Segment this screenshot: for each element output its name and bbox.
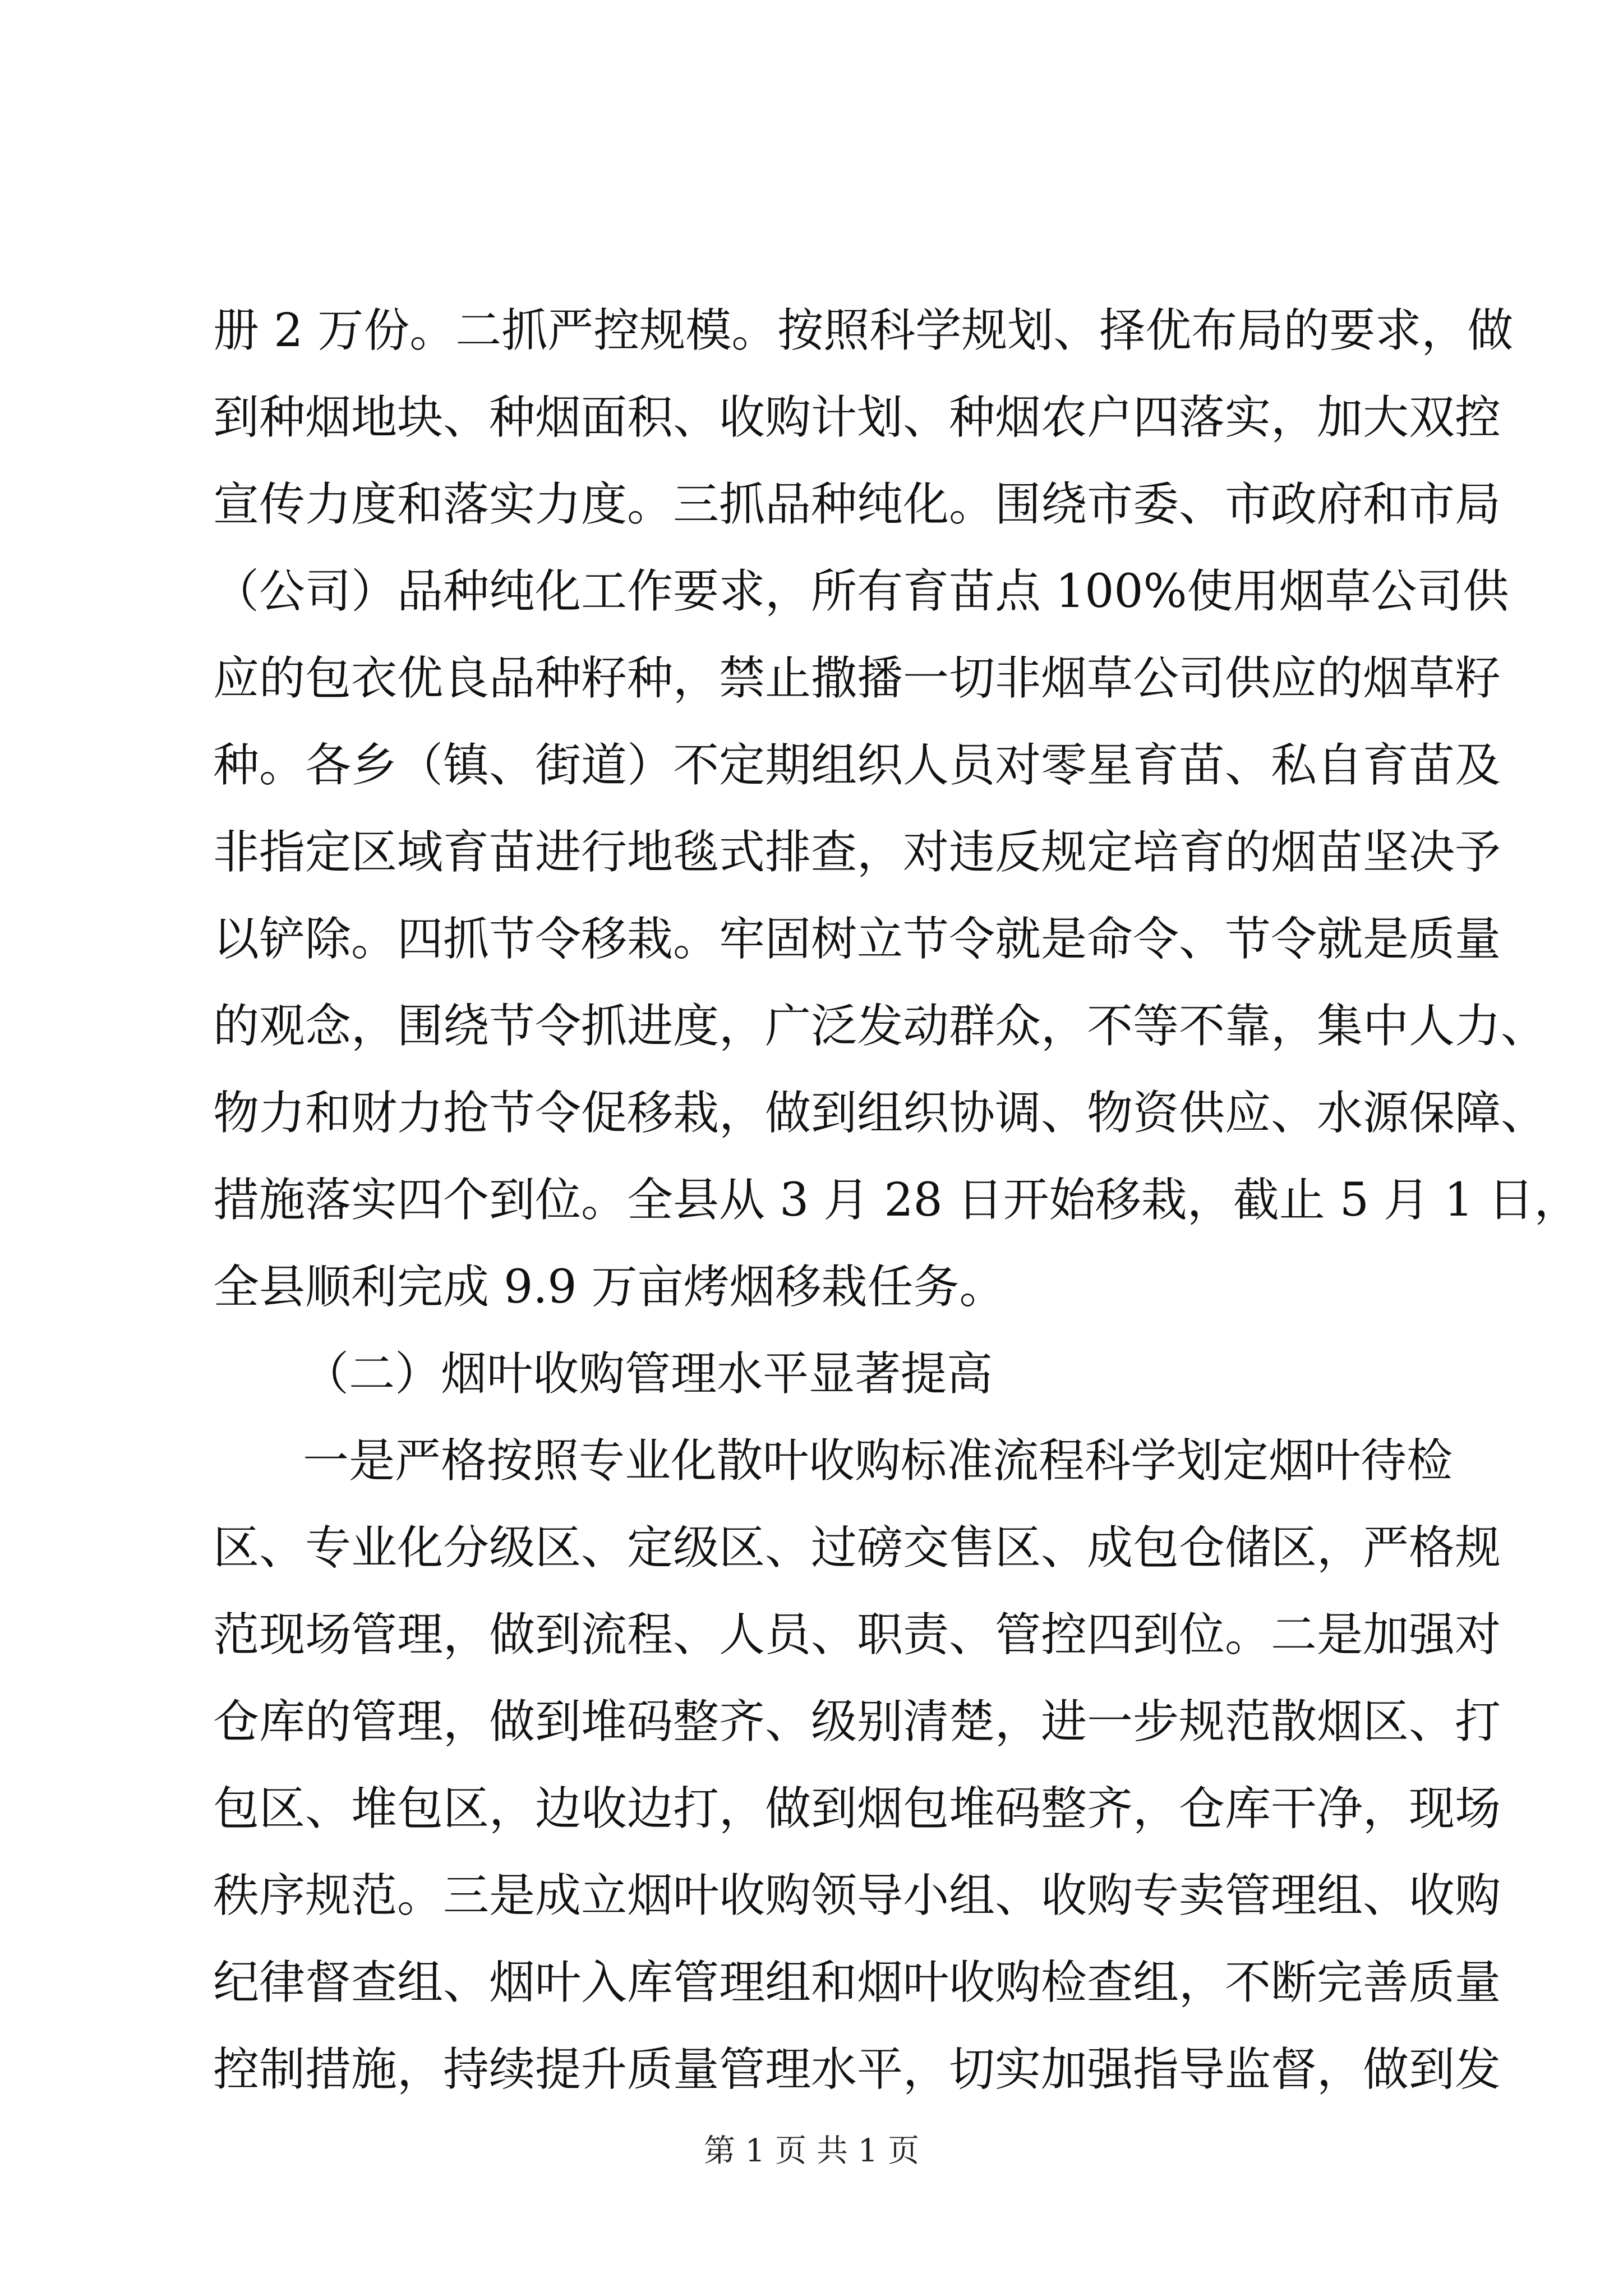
text-line: 种。各乡（镇、街道）不定期组织人员对零星育苗、私自育苗及 — [213, 739, 1501, 792]
text-line: 区、专业化分级区、定级区、过磅交售区、成包仓储区，严格规 — [213, 1521, 1501, 1575]
text-line: 控制措施，持续提升质量管理水平，切实加强指导监督，做到发 — [213, 2043, 1501, 2096]
text-line: 宣传力度和落实力度。三抓品种纯化。围绕市委、市政府和市局 — [213, 478, 1501, 531]
text-line: 一是严格按照专业化散叶收购标准流程科学划定烟叶待检 — [303, 1434, 1453, 1488]
text-line: 全县顺利完成 9.9 万亩烤烟移栽任务。 — [213, 1260, 1006, 1314]
text-line: （公司）品种纯化工作要求，所有育苗点 100%使用烟草公司供 — [213, 565, 1509, 618]
text-line: 非指定区域育苗进行地毯式排查，对违反规定培育的烟苗坚决予 — [213, 826, 1501, 879]
text-line: 应的包衣优良品种籽种，禁止撒播一切非烟草公司供应的烟草籽 — [213, 652, 1501, 705]
text-line: 秩序规范。三是成立烟叶收购领导小组、收购专卖管理组、收购 — [213, 1869, 1501, 1922]
page-footer: 第 1 页 共 1 页 — [703, 2133, 920, 2169]
section-heading: （二）烟叶收购管理水平显著提高 — [303, 1347, 993, 1401]
text-line: 物力和财力抢节令促移栽，做到组织协调、物资供应、水源保障、 — [213, 1087, 1547, 1140]
text-line: 范现场管理，做到流程、人员、职责、管控四到位。二是加强对 — [213, 1608, 1501, 1662]
text-line: 包区、堆包区，边收边打，做到烟包堆码整齐，仓库干净，现场 — [213, 1782, 1501, 1835]
text-line: 到种烟地块、种烟面积、收购计划、种烟农户四落实，加大双控 — [213, 391, 1501, 444]
text-line: 仓库的管理，做到堆码整齐、级别清楚，进一步规范散烟区、打 — [213, 1695, 1501, 1749]
text-line: 纪律督查组、烟叶入库管理组和烟叶收购检查组，不断完善质量 — [213, 1956, 1501, 2009]
text-line: 以铲除。四抓节令移栽。牢固树立节令就是命令、节令就是质量 — [213, 913, 1501, 966]
text-line: 册 2 万份。二抓严控规模。按照科学规划、择优布局的要求，做 — [213, 304, 1514, 357]
text-line: 措施落实四个到位。全县从 3 月 28 日开始移栽，截止 5 月 1 日， — [213, 1174, 1580, 1227]
text-line: 的观念，围绕节令抓进度，广泛发动群众，不等不靠，集中人力、 — [213, 1000, 1547, 1053]
